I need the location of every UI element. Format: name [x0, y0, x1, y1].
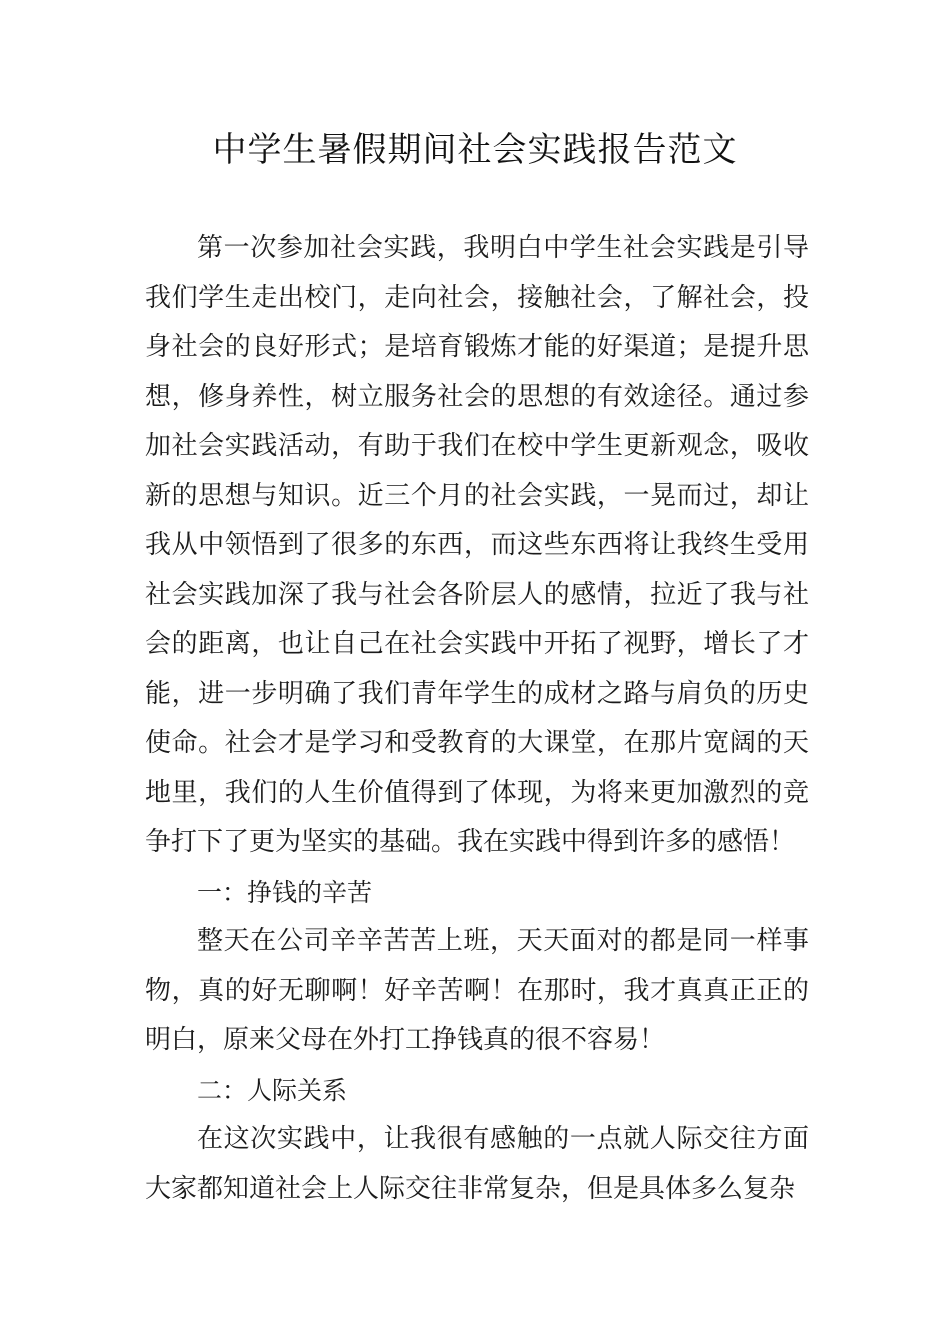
- section-heading: 二：人际关系: [197, 1075, 348, 1105]
- document-title: 中学生暑假期间社会实践报告范文: [212, 130, 738, 170]
- body-paragraph: 在这次实践中，让我很有感触的一点就人际交往方面大家都知道社会上人际交往非常复杂，但是具体多么复杂: [145, 1124, 809, 1204]
- document-body: [145, 224, 809, 1214]
- body-paragraph: 整天在公司辛辛苦苦上班，天天面对的都是同一样事物，真的好无聊啊！好辛苦啊！在那时，我才真真正正的明白，原来父母在外打工挣钱真的很不容易！: [145, 926, 809, 1055]
- body-paragraph: 第一次参加社会实践，我明白中学生社会实践是引导我们学生走出校门，走向社会，接触社会，了解社会，投身社会的良好形式；是培育锻炼才能的好渠道；是提升思想，修身养性，树立服务社会的思想的有效途径。通过参加社会实践活动，有助于我们在校中学生更新观念，吸收新的思想与知识。近三个月的社会实践，一晃而过，却让我从中领悟到了很多的东西，而这些东西将让我终生受用社会实践加深了我与社会各阶层人的感情，拉近了我与社会的距离，也让自己在社会实践中开拓了视野，增长了才能，进一步明确了我们青年学生的成材之路与肩负的历史使命。社会才是学习和受教育的大课堂，在那片宽阔的天地里，我们的人生价值得到了体现，为将来更加激烈的竞争打下了更为坚实的基础。我在实践中得到许多的感悟！: [145, 233, 809, 857]
- section-heading: 一：挣钱的辛苦: [197, 877, 373, 907]
